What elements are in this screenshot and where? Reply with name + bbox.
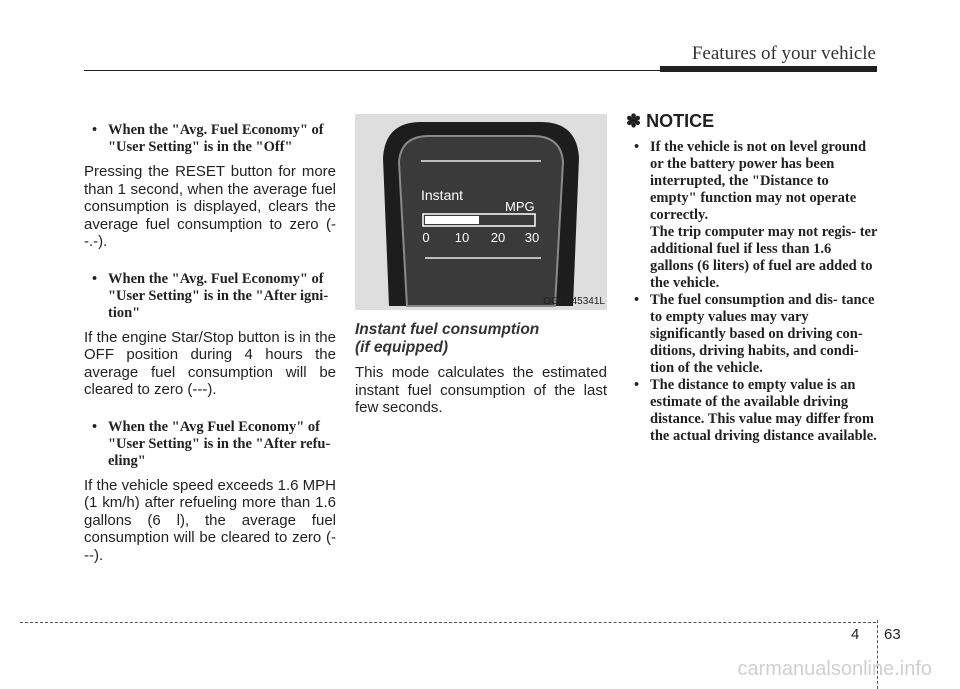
condition-heading-off: [84, 122, 336, 156]
condition-heading-text: When the "Avg. Fuel Economy" of "User Setting" is in the "Off": [108, 122, 324, 155]
body-paragraph: If the engine Star/Stop button is in the OFF position during 4 hours the average fuel consumption will be cleared to zero (---).: [84, 328, 336, 398]
page-number: 63: [884, 626, 901, 643]
notice-list: [626, 139, 878, 445]
condition-heading-text: When the "Avg. Fuel Economy" of "User Setting" is in the "After igni- tion": [108, 270, 329, 321]
condition-heading-after-refueling: [84, 419, 336, 470]
page-header-title: Features of your vehicle: [691, 43, 876, 64]
section-body: This mode calculates the estimated instant fuel consumption of the last few seconds.: [355, 364, 607, 416]
notice-item-text: If the vehicle is not on level ground or the battery power has been interrupted, the "Distance to empty" function may not operate correctly.: [650, 139, 867, 223]
section-title: [355, 321, 607, 357]
footer-rule: [20, 622, 876, 623]
notice-item: [626, 292, 878, 377]
condition-heading-text: When the "Avg Fuel Economy" of "User Setting" is in the "After refu- eling": [108, 418, 331, 469]
instant-gauge-figure: [355, 114, 607, 310]
section-title-line2: (if equipped): [355, 339, 448, 356]
notice-item-text: The distance to empty value is an estimate of the available driving distance. This value may differ from the actual driving distance available.: [650, 377, 877, 444]
page-chapter-number: 4: [851, 626, 860, 643]
gauge-tick-label: 10: [454, 230, 470, 245]
bullet: •: [634, 292, 640, 308]
bullet: •: [634, 377, 640, 393]
gauge-tick-label: 30: [524, 230, 540, 245]
section-title-line1: Instant fuel consumption: [355, 321, 540, 338]
figure-code: OGD045341L: [543, 296, 605, 307]
bullet: •: [92, 270, 98, 287]
gauge-tick-label: 20: [490, 230, 506, 245]
watermark: carmanualsonline.info: [737, 658, 932, 680]
bullet: •: [634, 139, 640, 155]
condition-heading-after-ignition: [84, 271, 336, 322]
gauge-bar-fill: [425, 216, 479, 224]
body-paragraph: If the vehicle speed exceeds 1.6 MPH (1 km/h) after refueling more than 1.6 gallons (6 l), the average fuel consumption will be cleared to zero (---).: [84, 476, 336, 564]
body-paragraph: Pressing the RESET button for more than 1 second, when the average fuel consumption is displayed, clears the average fuel consumption to zero (--.-).: [84, 163, 336, 250]
column-1: [84, 122, 336, 564]
gauge-illustration: [355, 114, 607, 310]
notice-item-extra: The trip computer may not regis- ter additional fuel if less than 1.6 gallons (6 liters) of fuel are added to the vehicle.: [650, 224, 878, 291]
bullet: •: [92, 122, 98, 138]
header-bar: [660, 66, 877, 72]
gauge-label-instant: Instant: [421, 187, 464, 203]
gauge-tick-label: 0: [422, 230, 430, 245]
notice-item: [626, 139, 878, 292]
column-3: [626, 111, 878, 445]
column-2: [355, 122, 607, 417]
bullet: •: [92, 418, 98, 435]
notice-item: [626, 377, 878, 445]
notice-item-text: The fuel consumption and dis- tance to empty values may vary significantly based on driving con- ditions, driving habits, and condi- tion of the vehicle.: [650, 292, 875, 376]
notice-title: ✽ NOTICE: [626, 111, 715, 131]
gauge-label-unit: MPG: [505, 199, 535, 214]
header-rule: [84, 70, 660, 71]
